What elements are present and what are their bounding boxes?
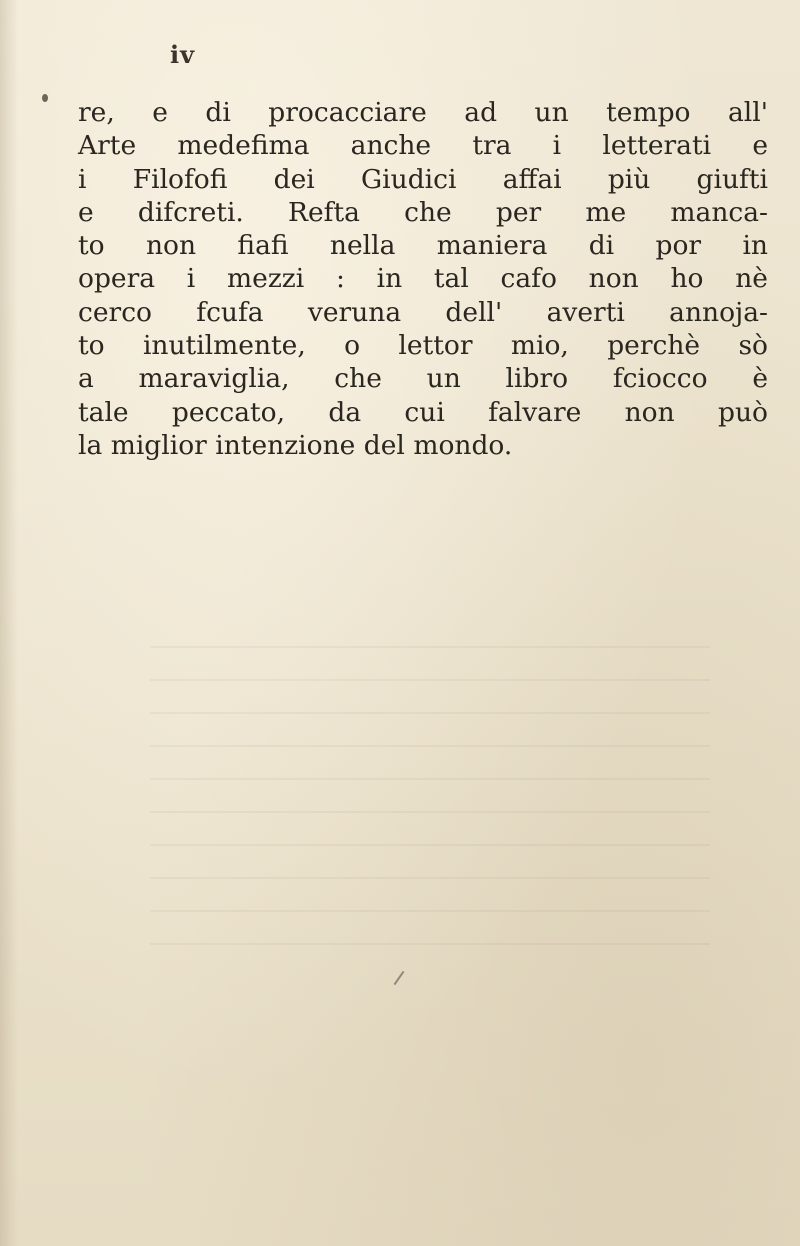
text-line: to inutilmente, o lettor mio, perchè sò — [78, 330, 768, 362]
text-line: a maraviglia, che un libro fciocco è — [78, 363, 768, 395]
text-line: to non fiafi nella maniera di por in — [78, 230, 768, 262]
text-line: tale peccato, da cui falvare non può — [78, 396, 768, 428]
text-line: opera i mezzi : in tal cafo non ho nè — [78, 263, 768, 295]
text-line: cerco fcufa veruna dell' averti annoja- — [78, 296, 768, 328]
ink-spot — [42, 94, 48, 102]
text-line: re, e di procacciare ad un tempo all' — [78, 97, 768, 128]
text-line-last: la miglior intenzione del mondo. — [78, 429, 513, 461]
gutter-shadow — [0, 0, 18, 1246]
text-line: i Filofofi dei Giudici affai più giufti — [78, 163, 768, 195]
text-line: Arte medefima anche tra i letterati e — [78, 130, 768, 162]
show-through-text — [150, 620, 710, 950]
body-text — [78, 96, 768, 462]
text-line: e difcreti. Refta che per me manca- — [78, 196, 768, 228]
pen-mark — [394, 971, 405, 985]
signature-mark: iv — [170, 40, 196, 69]
